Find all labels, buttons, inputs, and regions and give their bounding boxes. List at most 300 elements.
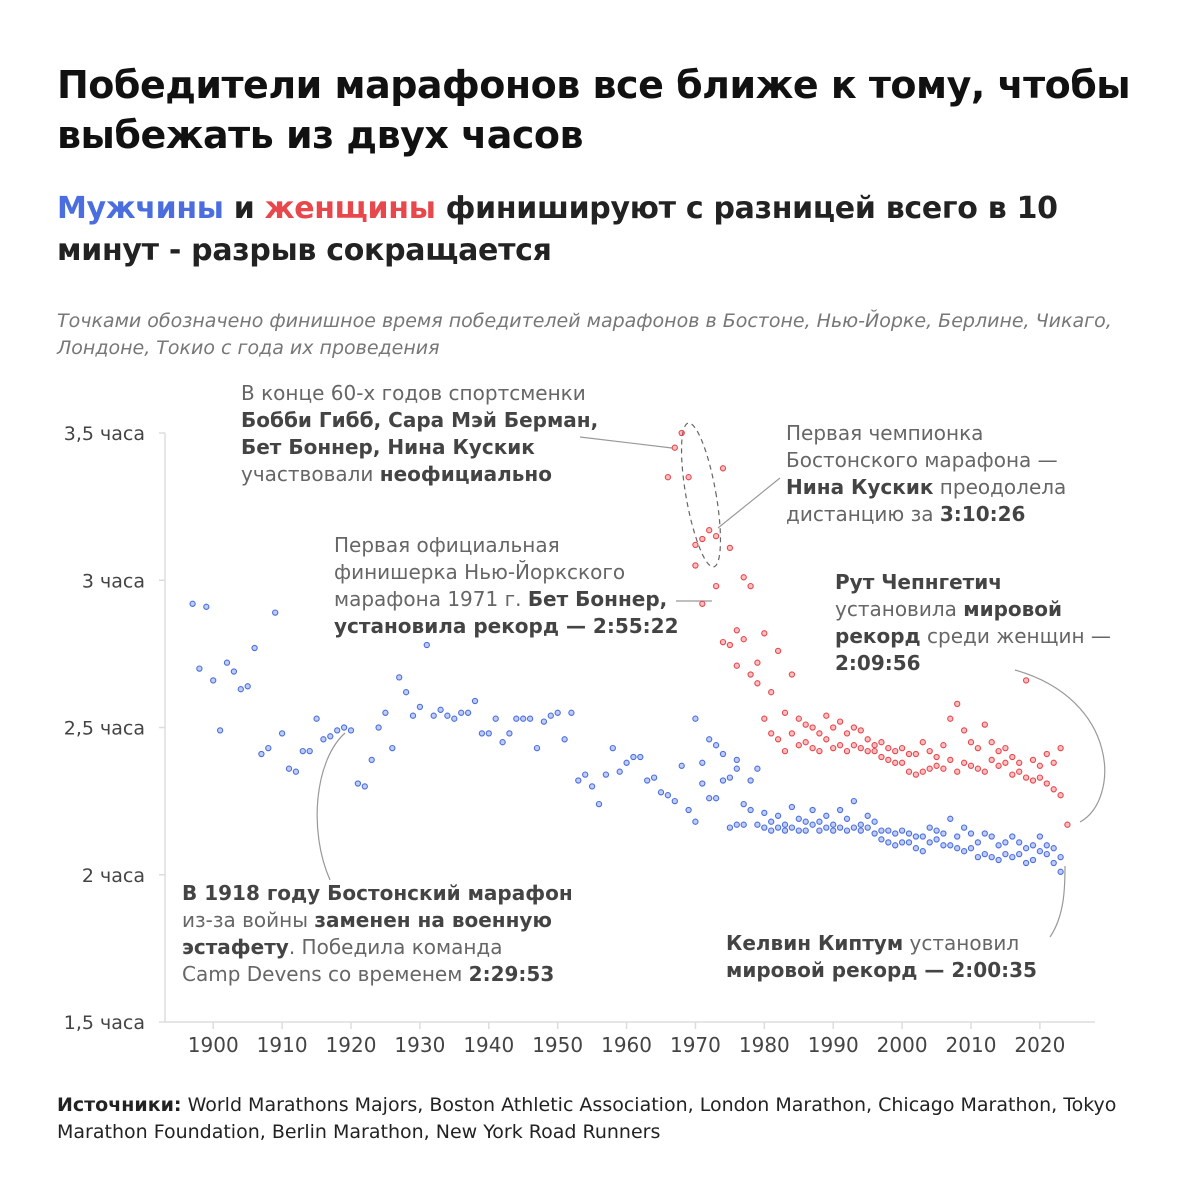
data-point <box>803 819 808 824</box>
annotation-bold: Бобби Гибб, Сара Мэй Берман, <box>241 408 599 432</box>
data-point <box>727 545 732 550</box>
data-point <box>796 716 801 721</box>
data-point <box>824 825 829 830</box>
annotation-text: участвовали <box>241 462 380 486</box>
data-point <box>720 466 725 471</box>
data-point <box>996 857 1001 862</box>
data-point <box>466 710 471 715</box>
data-point <box>1024 775 1029 780</box>
data-point <box>948 843 953 848</box>
data-point <box>1010 855 1015 860</box>
annotation-text: . Победила команда <box>288 935 503 959</box>
data-point <box>686 807 691 812</box>
data-point <box>335 728 340 733</box>
data-point <box>906 751 911 756</box>
annotation-line <box>334 613 678 640</box>
data-point <box>700 536 705 541</box>
annotation-line <box>241 461 598 488</box>
annotation-line <box>182 880 573 907</box>
unofficial-highlight-ellipse <box>674 421 729 570</box>
data-point <box>211 678 216 683</box>
data-point <box>762 825 767 830</box>
data-point <box>879 740 884 745</box>
data-point <box>707 528 712 533</box>
data-point <box>197 666 202 671</box>
annotation-line <box>835 596 1111 623</box>
data-point <box>727 825 732 830</box>
data-point <box>748 807 753 812</box>
data-point <box>776 737 781 742</box>
data-point <box>962 728 967 733</box>
data-point <box>975 855 980 860</box>
data-point <box>1051 860 1056 865</box>
annotation-line: Первая чемпионка <box>786 421 984 445</box>
data-point <box>789 804 794 809</box>
data-point <box>397 675 402 680</box>
data-point <box>328 734 333 739</box>
y-tick-label: 1,5 часа <box>63 1012 145 1034</box>
data-point <box>741 802 746 807</box>
annotation-line <box>241 407 598 434</box>
data-point <box>390 746 395 751</box>
data-point <box>934 828 939 833</box>
data-point <box>1058 869 1063 874</box>
data-point <box>858 822 863 827</box>
y-tick-label: 2,5 часа <box>63 717 145 740</box>
annotation-bold: 3:10:26 <box>939 502 1026 526</box>
data-point <box>658 790 663 795</box>
annotation-line <box>726 930 1037 957</box>
data-point <box>293 769 298 774</box>
sources-label: Источники: <box>57 1094 182 1116</box>
data-point <box>300 749 305 754</box>
data-point <box>741 637 746 642</box>
data-point <box>707 737 712 742</box>
annotation-bold: заменен на военную <box>314 908 552 932</box>
data-point <box>590 784 595 789</box>
data-point <box>962 825 967 830</box>
data-point <box>679 430 684 435</box>
data-point <box>1030 857 1035 862</box>
data-point <box>1065 822 1070 827</box>
data-point <box>927 749 932 754</box>
annotation-line <box>182 934 573 961</box>
data-point <box>417 704 422 709</box>
y-tick-label: 3 часа <box>81 570 145 593</box>
data-point <box>982 769 987 774</box>
data-point <box>755 660 760 665</box>
data-point <box>1010 834 1015 839</box>
data-point <box>445 713 450 718</box>
data-point <box>900 760 905 765</box>
data-point <box>996 749 1001 754</box>
data-point <box>789 825 794 830</box>
chart-note: Точками обозначено финишное время победителей марафонов в Бостоне, Нью-Йорке, Берлине, Чикаго, Лондоне, Токио с года их проведения <box>57 310 1112 359</box>
annotation-bold: Нина Кускик <box>786 475 934 499</box>
data-point <box>975 746 980 751</box>
data-point <box>769 731 774 736</box>
data-point <box>1037 775 1042 780</box>
data-point <box>727 642 732 647</box>
data-point <box>913 772 918 777</box>
data-point <box>879 754 884 759</box>
data-point <box>521 716 526 721</box>
data-point <box>672 445 677 450</box>
data-point <box>569 710 574 715</box>
data-point <box>369 757 374 762</box>
annotation-bold: В 1918 году Бостонский марафон <box>182 881 573 905</box>
data-point <box>872 743 877 748</box>
data-point <box>362 784 367 789</box>
data-point <box>893 760 898 765</box>
data-point <box>1024 860 1029 865</box>
data-point <box>769 690 774 695</box>
data-point <box>672 799 677 804</box>
data-point <box>920 849 925 854</box>
data-point <box>927 766 932 771</box>
data-point <box>452 716 457 721</box>
data-point <box>720 778 725 783</box>
data-point <box>851 725 856 730</box>
data-point <box>789 731 794 736</box>
annotation-line <box>241 434 598 461</box>
data-point <box>810 725 815 730</box>
data-point <box>576 778 581 783</box>
subtitle-men-label: Мужчины <box>57 191 224 226</box>
x-tick-label: 1980 <box>738 1033 790 1057</box>
data-point <box>617 769 622 774</box>
data-point <box>693 563 698 568</box>
data-point <box>652 775 657 780</box>
data-point <box>224 660 229 665</box>
data-point <box>245 684 250 689</box>
x-tick-label: 1900 <box>187 1033 239 1057</box>
data-point <box>500 740 505 745</box>
annotation-unofficial <box>241 380 598 488</box>
data-point <box>1017 840 1022 845</box>
data-point <box>824 737 829 742</box>
x-tick-label: 1910 <box>256 1033 308 1057</box>
annotation-text: преодолела <box>933 475 1067 499</box>
annotation-bold: мировой рекорд — 2:00:35 <box>726 958 1037 982</box>
sources-text: World Marathons Majors, Boston Athletic Association, London Marathon, Chicago Marathon, Tokyo Marathon Foundation, Berlin Marathon, New York Road Runners <box>57 1094 1117 1143</box>
data-point <box>838 825 843 830</box>
x-tick-label: 1950 <box>532 1033 584 1057</box>
data-point <box>934 754 939 759</box>
data-point <box>865 749 870 754</box>
data-point <box>631 754 636 759</box>
annotation-kuscsik <box>786 420 1066 528</box>
data-point <box>1037 763 1042 768</box>
data-point <box>321 737 326 742</box>
data-point <box>989 757 994 762</box>
data-point <box>603 772 608 777</box>
data-point <box>913 834 918 839</box>
data-point <box>734 628 739 633</box>
annotation-line <box>726 957 1037 984</box>
annotation-text: марафона 1971 г. <box>334 587 528 611</box>
data-point <box>824 813 829 818</box>
data-point <box>1017 852 1022 857</box>
data-point <box>286 766 291 771</box>
data-point <box>803 722 808 727</box>
data-point <box>962 849 967 854</box>
data-point <box>534 746 539 751</box>
data-point <box>776 825 781 830</box>
annotation-line: Бостонского марафона — <box>786 448 1058 472</box>
data-point <box>982 722 987 727</box>
data-point <box>913 846 918 851</box>
data-point <box>714 743 719 748</box>
data-point <box>810 807 815 812</box>
data-point <box>514 716 519 721</box>
data-point <box>872 831 877 836</box>
data-point <box>748 584 753 589</box>
x-tick-label: 1920 <box>325 1033 377 1057</box>
data-point <box>893 843 898 848</box>
data-point <box>1030 757 1035 762</box>
data-point <box>342 725 347 730</box>
data-point <box>734 663 739 668</box>
annotation-bold: установила рекорд — 2:55:22 <box>334 614 679 638</box>
data-point <box>507 731 512 736</box>
data-point <box>355 781 360 786</box>
data-point <box>1044 751 1049 756</box>
data-point <box>665 475 670 480</box>
data-point <box>782 749 787 754</box>
data-point <box>638 754 643 759</box>
data-point <box>886 840 891 845</box>
data-point <box>493 716 498 721</box>
data-point <box>741 822 746 827</box>
data-point <box>844 749 849 754</box>
data-point <box>1017 769 1022 774</box>
data-point <box>879 828 884 833</box>
data-point <box>1010 772 1015 777</box>
data-point <box>1058 855 1063 860</box>
data-point <box>941 766 946 771</box>
data-point <box>1044 781 1049 786</box>
data-point <box>686 475 691 480</box>
data-point <box>776 813 781 818</box>
x-tick-label: 1970 <box>669 1033 721 1057</box>
data-point <box>1051 846 1056 851</box>
annotation-boston1918 <box>182 880 573 988</box>
data-point <box>1003 746 1008 751</box>
data-point <box>968 846 973 851</box>
data-point <box>982 831 987 836</box>
data-point <box>782 822 787 827</box>
data-point <box>1037 849 1042 854</box>
data-point <box>1037 834 1042 839</box>
data-point <box>204 604 209 609</box>
data-point <box>748 778 753 783</box>
data-point <box>190 601 195 606</box>
data-point <box>486 731 491 736</box>
data-point <box>968 740 973 745</box>
subtitle-women-label: женщины <box>264 191 436 226</box>
data-point <box>886 757 891 762</box>
x-tick-label: 1990 <box>807 1033 859 1057</box>
annotation-text: установила <box>835 597 964 621</box>
data-point <box>252 645 257 650</box>
kuscsik-leader-line <box>718 478 780 528</box>
data-point <box>844 816 849 821</box>
data-point <box>920 740 925 745</box>
data-point <box>989 740 994 745</box>
data-point <box>583 772 588 777</box>
data-point <box>858 746 863 751</box>
data-point <box>1003 840 1008 845</box>
data-point <box>472 698 477 703</box>
data-point <box>934 837 939 842</box>
annotation-line <box>835 569 1111 596</box>
data-point <box>1044 843 1049 848</box>
data-point <box>424 642 429 647</box>
data-point <box>596 802 601 807</box>
data-point <box>645 778 650 783</box>
data-point <box>273 610 278 615</box>
data-point <box>404 690 409 695</box>
data-point <box>762 810 767 815</box>
data-point <box>844 731 849 736</box>
data-point <box>782 828 787 833</box>
data-point <box>996 843 1001 848</box>
annotation-text: из-за войны <box>182 908 315 932</box>
data-point <box>734 822 739 827</box>
data-point <box>741 575 746 580</box>
data-point <box>1024 846 1029 851</box>
data-point <box>941 843 946 848</box>
data-point <box>714 584 719 589</box>
chart-title: Победители марафонов все ближе к тому, чтобы выбежать из двух часов <box>57 63 1131 157</box>
data-point <box>307 749 312 754</box>
annotation-bold: Бет Боннер, Нина Кускик <box>241 435 535 459</box>
data-point <box>955 834 960 839</box>
kiptum-leader-line <box>1050 866 1065 937</box>
y-tick-label: 2 часа <box>81 864 145 887</box>
data-point <box>865 813 870 818</box>
data-point <box>824 713 829 718</box>
data-point <box>679 763 684 768</box>
data-point <box>989 855 994 860</box>
data-point <box>700 601 705 606</box>
data-point <box>693 716 698 721</box>
annotation-line <box>182 907 573 934</box>
data-point <box>955 701 960 706</box>
data-point <box>851 825 856 830</box>
annotation-bold: Бет Боннер, <box>527 587 668 611</box>
data-point <box>562 737 567 742</box>
data-point <box>893 831 898 836</box>
data-point <box>996 763 1001 768</box>
data-point <box>858 828 863 833</box>
x-tick-label: 1960 <box>601 1033 653 1057</box>
data-point <box>817 828 822 833</box>
data-point <box>906 831 911 836</box>
data-point <box>906 769 911 774</box>
annotation-line: Первая официальная <box>334 533 560 557</box>
subtitle-and: и <box>223 191 265 226</box>
data-point <box>707 796 712 801</box>
sources <box>57 1092 1147 1146</box>
data-point <box>844 828 849 833</box>
data-point <box>610 746 615 751</box>
data-point <box>528 716 533 721</box>
data-point <box>693 542 698 547</box>
data-point <box>900 828 905 833</box>
data-point <box>962 760 967 765</box>
data-point <box>1058 793 1063 798</box>
data-point <box>755 766 760 771</box>
annotation-line <box>835 650 1111 677</box>
data-point <box>872 819 877 824</box>
data-point <box>803 740 808 745</box>
annotation-chepngetich <box>835 569 1111 677</box>
annotation-bonner <box>334 532 678 640</box>
data-point <box>348 728 353 733</box>
data-point <box>762 631 767 636</box>
data-point <box>459 710 464 715</box>
data-point <box>941 743 946 748</box>
data-point <box>934 763 939 768</box>
annotation-line <box>786 501 1066 528</box>
data-point <box>280 731 285 736</box>
data-point <box>858 728 863 733</box>
data-point <box>314 716 319 721</box>
data-point <box>906 840 911 845</box>
data-point <box>624 760 629 765</box>
annotation-text: установил <box>903 931 1020 955</box>
data-point <box>762 716 767 721</box>
data-point <box>796 743 801 748</box>
data-point <box>948 816 953 821</box>
data-point <box>714 796 719 801</box>
data-point <box>948 716 953 721</box>
data-point <box>900 840 905 845</box>
data-point <box>810 822 815 827</box>
annotation-bold: мировой <box>963 597 1063 621</box>
data-point <box>266 746 271 751</box>
data-point <box>1051 760 1056 765</box>
data-point <box>755 822 760 827</box>
data-point <box>831 822 836 827</box>
data-point <box>1003 760 1008 765</box>
data-point <box>769 819 774 824</box>
data-point <box>982 852 987 857</box>
data-point <box>893 749 898 754</box>
data-point <box>1030 843 1035 848</box>
x-tick-label: 1930 <box>394 1033 446 1057</box>
data-point <box>1030 778 1035 783</box>
data-point <box>817 731 822 736</box>
boston1918-leader-line <box>317 733 345 880</box>
data-point <box>796 816 801 821</box>
data-point <box>665 793 670 798</box>
data-point <box>886 828 891 833</box>
data-point <box>541 719 546 724</box>
annotation-line: финишерка Нью-Йоркского <box>334 560 626 584</box>
data-point <box>1044 852 1049 857</box>
data-point <box>810 746 815 751</box>
data-point <box>431 713 436 718</box>
data-point <box>872 749 877 754</box>
data-point <box>968 763 973 768</box>
data-point <box>831 828 836 833</box>
data-point <box>479 731 484 736</box>
data-point <box>1003 852 1008 857</box>
data-point <box>218 728 223 733</box>
